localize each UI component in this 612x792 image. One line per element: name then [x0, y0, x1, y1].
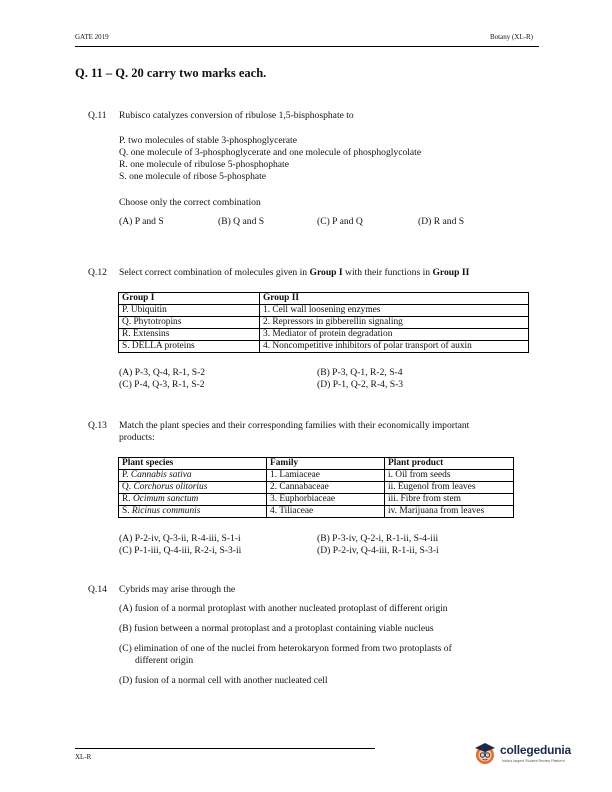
q14-option-d: (D) fusion of a normal cell with another nucleated cell [119, 675, 328, 686]
table-cell: S. DELLA proteins [119, 341, 260, 353]
table-cell: R. Extensins [119, 329, 260, 341]
header-rule [75, 46, 539, 47]
q13-table [118, 457, 514, 518]
q14-option-a: (A) fusion of a normal protoplast with another nucleated protoplast of different origin [119, 603, 448, 614]
table-cell: 1. Cell wall loosening enzymes [260, 305, 529, 317]
species-letter: S. [122, 506, 132, 517]
species-letter: Q. [122, 482, 134, 493]
q11-item-p: P. two molecules of stable 3-phosphoglycerate [119, 135, 297, 146]
q13-option-d: (D) P-2-iv, Q-4-iii, R-1-ii, S-3-i [317, 545, 439, 556]
q11-item-q: Q. one molecule of 3-phosphoglycerate and one molecule of phosphoglycolate [119, 147, 422, 158]
table-row [119, 506, 514, 518]
table-header-cell: Plant product [385, 458, 514, 470]
table-cell: 3. Euphorbiaceae [267, 494, 385, 506]
logo-tagline: India's largest Student Review Platform [502, 759, 565, 763]
species-name: Ricinus communis [131, 506, 201, 517]
species-letter: R. [122, 494, 133, 505]
q12-text [119, 267, 469, 278]
table-row [119, 341, 529, 353]
species-name: Corchorus olitorius [133, 482, 208, 493]
table-header-cell: Family [267, 458, 385, 470]
table-cell: 3. Mediator of protein degradation [260, 329, 529, 341]
table-cell: 2. Cannabaceae [267, 482, 385, 494]
q11-option-d: (D) R and S [418, 216, 465, 227]
q11-number: Q.11 [88, 110, 107, 121]
q12-option-d: (D) P-1, Q-2, R-4, S-3 [317, 379, 404, 390]
table-row [119, 482, 514, 494]
q14-option-c: (C) elimination of one of the nuclei from heterokaryon formed from two protoplasts of [119, 643, 452, 654]
graduate-mascot-icon [472, 740, 498, 766]
table-cell: 1. Lamiaceae [267, 470, 385, 482]
q14-text: Cybrids may arise through the [119, 584, 236, 595]
table-row [119, 458, 514, 470]
species-letter: P. [122, 470, 131, 481]
table-header-cell: Group I [119, 293, 260, 305]
q12-option-b: (B) P-3, Q-1, R-2, S-4 [317, 367, 403, 378]
q13-text-line2: products: [119, 432, 155, 443]
table-cell: 4. Tiliaceae [267, 506, 385, 518]
q11-option-c: (C) P and Q [317, 216, 363, 227]
table-cell: 2. Repressors in gibberellin signaling [260, 317, 529, 329]
table-header-cell: Plant species [119, 458, 267, 470]
table-cell [119, 470, 267, 482]
table-header-cell: Group II [260, 293, 529, 305]
q12-number: Q.12 [88, 267, 107, 278]
table-cell: Q. Phytotropins [119, 317, 260, 329]
q13-option-a: (A) P-2-iv, Q-3-ii, R-4-iii, S-1-i [119, 533, 241, 544]
q12-table [118, 292, 529, 353]
species-name: Cannabis sativa [130, 470, 192, 481]
section-title: Q. 11 – Q. 20 carry two marks each. [75, 66, 267, 80]
q13-option-b: (B) P-3-iv, Q-2-i, R-1-ii, S-4-iii [317, 533, 439, 544]
table-row [119, 329, 529, 341]
header-paper: Botany (XL-R) [490, 33, 533, 41]
table-row [119, 494, 514, 506]
table-cell: 4. Noncompetitive inhibitors of polar transport of auxin [260, 341, 529, 353]
q12-option-c: (C) P-4, Q-3, R-1, S-2 [119, 379, 205, 390]
q11-text: Rubisco catalyzes conversion of ribulose 1,5-bisphosphate to [119, 110, 354, 121]
table-row [119, 317, 529, 329]
table-cell: iv. Marijuana from leaves [385, 506, 514, 518]
table-cell: P. Ubiquitin [119, 305, 260, 317]
collegedunia-logo [472, 740, 571, 770]
q12-text-group1: Group I [309, 267, 343, 278]
q14-option-c-cont: different origin [135, 655, 194, 666]
q12-text-group2: Group II [432, 267, 470, 278]
q11-item-s: S. one molecule of ribose 5-phosphate [119, 171, 267, 182]
q14-option-b: (B) fusion between a normal protoplast and a protoplast containing viable nucleus [119, 623, 434, 634]
table-cell: i. Oil from seeds [385, 470, 514, 482]
q12-option-a: (A) P-3, Q-4, R-1, S-2 [119, 367, 206, 378]
table-row [119, 293, 529, 305]
species-name: Ocimum sanctum [132, 494, 199, 505]
table-cell [119, 494, 267, 506]
q12-text-part: Select correct combination of molecules given in [119, 267, 310, 278]
footer-rule [75, 748, 375, 749]
header-exam: GATE 2019 [75, 33, 109, 41]
table-row [119, 305, 529, 317]
table-cell: ii. Eugenol from leaves [385, 482, 514, 494]
q11-item-r: R. one molecule of ribulose 5-phosphophate [119, 159, 289, 170]
q11-instruction: Choose only the correct combination [119, 197, 261, 208]
logo-wordmark: collegedunia [500, 743, 571, 757]
q11-option-b: (B) Q and S [218, 216, 265, 227]
footer-code: XL-R [75, 753, 92, 761]
q13-text-line1: Match the plant species and their corresponding families with their economically important [119, 420, 470, 431]
table-cell [119, 482, 267, 494]
q13-number: Q.13 [88, 420, 107, 431]
q11-option-a: (A) P and S [119, 216, 164, 227]
table-row [119, 470, 514, 482]
table-cell: iii. Fibre from stem [385, 494, 514, 506]
q12-text-part: with their functions in [342, 267, 433, 278]
q13-option-c: (C) P-1-iii, Q-4-iii, R-2-i, S-3-ii [119, 545, 242, 556]
q14-number: Q.14 [88, 584, 107, 595]
table-cell [119, 506, 267, 518]
